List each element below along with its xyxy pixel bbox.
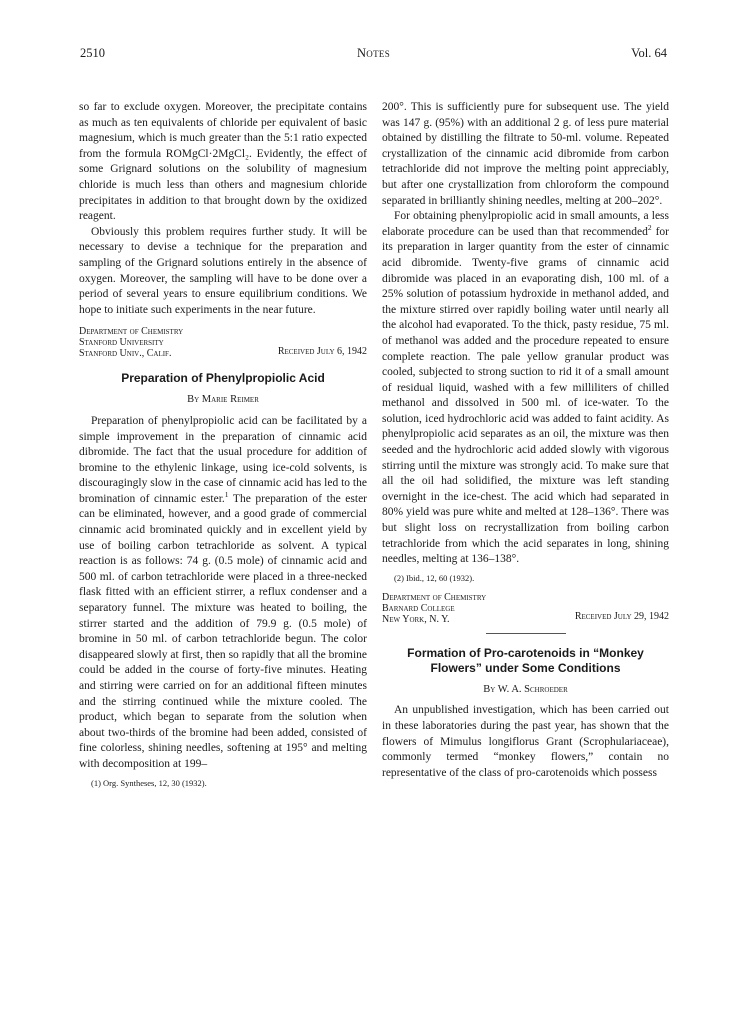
- paragraph: 200°. This is sufficiently pure for subsequent use. The yield was 147 g. (95%) with an additional 2 g. of less pure material obtained by distilling the filtrate to 50-ml. volume. Repeated crystallization of the cinnamic acid dibromide from carbon tetrachloride did not improve the melting point appreciably, but after one crystallization from chloroform the compound separated in brilliantly shining needles, melting at 200–202°.: [382, 101, 669, 207]
- paragraph: Obviously this problem requires further study. It will be necessary to devise a technique for the preparation and sampling of the Grignard solutions entirely in the absence of oxygen. Moreover, the sampling will have to be done over a period of several years to ensure equilibrium conditions. We hope to initiate such experiments in the near future.: [79, 225, 367, 316]
- divider: [486, 633, 566, 634]
- paragraph-text: for its preparation in larger quantity from the ester of cinnamic acid dibromide. Twenty-five grams of cinnamic acid dibromide was placed in an evaporating dish, 100 ml. of a 25% solution of potassium hydroxide in methanol added, and the mixture stirred over rapidly boiling water until nearly all the alcohol had evaporated. To the thick, pasty residue, 75 ml. of methanol was added and the procedure repeated to ensure complete reaction. The pale yellow granular product was cooled, subjected to strong suction to rid it of a small amount of residual liquid, washed with a few milliliters of chilled methanol and dissolved in 500 ml. of ice-water. To the solution, iced hydrochloric acid was added to faint acidity. As phenylpropiolic acid separates as an oil, the mixture was then seeded and the hydrochloric acid added slowly with vigorous stirring until the mixture was strongly acid. To make sure that all the oil had solidified, the mixture was left standing overnight in the ice-chest. The acid which had separated in 80% yield was pure white and melted at 128–136°. There was but slight loss on recrystallization from boiling carbon tetrachloride from which the acid separates in long, shining needles, melting at 136–138°.: [382, 225, 669, 566]
- paragraph-text: The preparation of the ester can be eliminated, however, and a good grade of commercial cinnamic acid brominated quickly and in excellent yield by use of boiling carbon tetrachloride as solvent. A typical reaction is as follows: 74 g. (0.5 mole) of cinnamic acid and 500 ml. of carbon tetrachloride were placed in a three-necked flask fitted with an efficient stirrer, a reflux condenser and a separatory funnel. The mixture was heated to boiling, the stirrer started and the addition of 79.9 g. (0.5 mole) of bromine in 50 ml. of carbon tetrachloride begun. The color disappeared slowly at first, then so rapidly that all the bromine could be added in the course of forty-five minutes. Heating and stirring were carried on for an additional fifteen minutes and the stirring continued while the mixture cooled. The product, which began to separate from the solution when about two-thirds of the bromine had been added, consisted of fine colorless, shining needles, softening at 195° and melting with decomposition at 199–: [79, 492, 368, 770]
- affiliation-line: Department of Chemistry: [382, 591, 487, 603]
- paragraph: [79, 414, 367, 773]
- paragraph-text: Preparation of phenylpropiolic acid can be facilitated by a simple improvement in the preparation of cinnamic acid dibromide. The fact that the usual procedure for addition of bromine to the ethylenic linkage, using ice-cold solvents, is discouragingly slow in the case of cinnamic acid has led to the bromination of cinnamic ester.: [79, 414, 367, 505]
- volume-label: Vol. 64: [631, 46, 667, 60]
- footnote: (2) Ibid., 12, 60 (1932).: [394, 572, 475, 583]
- page-number: 2510: [80, 46, 105, 60]
- received-date: Received July 6, 1942: [277, 345, 367, 357]
- paragraph-text: For obtaining phenylpropiolic acid in small amounts, a less elaborate procedure can be used than that recommended: [382, 210, 669, 238]
- paragraph: An unpublished investigation, which has been carried out in these laboratories during the past year, has shown that the flowers of Mimulus longiflorus Grant (Scrophulariaceae), commonly termed “monkey flowers,” contain no representative of the class of pro-carotenoids which possess: [382, 704, 669, 779]
- author-affiliation: [79, 326, 367, 359]
- section-title: Notes: [356, 46, 391, 60]
- received-date: Received July 29, 1942: [574, 611, 669, 623]
- left-column: [79, 100, 367, 789]
- paragraph: so far to exclude oxygen. Moreover, the precipitate contains as much as ten equivalents of chloride per equivalent of basic magnesium, which is much greater than the 5:1 ratio expected from the formula ROMgCl·2MgCl₂. Evidently, the effect of some Grignard solutions on the solubility of magnesium chloride is much less than others and magnesium chloride precipitates in addition to that brought down by the oxidized reagent.: [79, 101, 367, 223]
- article-title: Preparation of Phenylpropiolic Acid: [121, 371, 325, 386]
- footnote: (1) Org. Syntheses, 12, 30 (1932).: [91, 777, 207, 788]
- affiliation-line: Stanford University: [79, 337, 164, 349]
- footnote-ref: 1: [224, 490, 229, 500]
- footnote-ref: 2: [647, 222, 652, 232]
- running-header: [80, 46, 667, 66]
- byline: By Marie Reimer: [187, 394, 259, 406]
- affiliation-line: Barnard College: [382, 602, 455, 614]
- right-column: [382, 100, 669, 781]
- article-title: Formation of Pro-carotenoids in “Monkey Flowers” under Some Conditions: [407, 645, 644, 675]
- affiliation-line: Department of Chemistry: [79, 326, 184, 338]
- paragraph: [382, 209, 669, 568]
- affiliation-line: New York, N. Y.: [382, 613, 450, 625]
- byline: By W. A. Schroeder: [483, 683, 568, 695]
- author-affiliation: [382, 592, 669, 625]
- affiliation-line: Stanford Univ., Calif.: [79, 348, 172, 360]
